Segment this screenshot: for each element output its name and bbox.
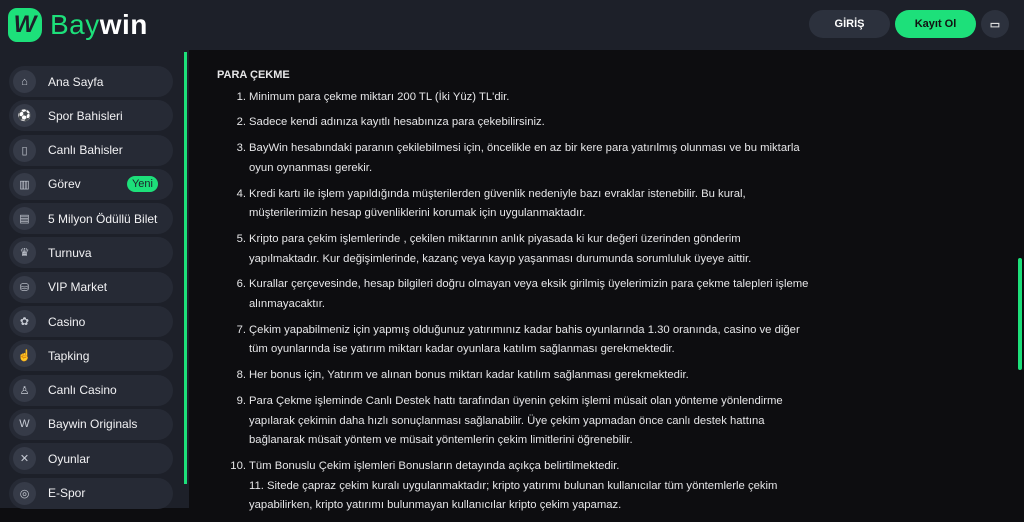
sidebar-item-vip-market[interactable] — [9, 272, 173, 303]
sidebar-item-canl-casino[interactable] — [9, 375, 173, 406]
nav-icon: ▥ — [13, 173, 36, 196]
rule-text: Sadece kendi adınıza kayıtlı hesabınıza para çekebilirsiniz. — [249, 116, 545, 129]
nav-icon: ▯ — [13, 139, 36, 162]
rule-number: 5. — [236, 233, 246, 246]
nav-icon: ✕ — [13, 447, 36, 470]
nav-icon: ♛ — [13, 241, 36, 264]
rule-item — [217, 185, 837, 224]
sidebar-scrollbar[interactable] — [184, 52, 187, 484]
nav-icon: ☝ — [13, 344, 36, 367]
sidebar — [0, 0, 189, 508]
sidebar-item-label: Görev — [48, 177, 81, 192]
rule-text: Para Çekme işleminde Canlı Destek hattı tarafından üyenin çekim işlemi müsait olan yönteme yönlendirme yapılarak çekimin daha hızlı sonuçlanması sağlanabilir. Üye çekim yapmadan önce canlı destek hattına bağlanarak müsait yöntem ve müsait yöntemlerin çekim limitlerini öğrenebilir. — [249, 395, 783, 447]
rule-text: Tüm Bonuslu Çekim işlemleri Bonusların detayında açıkça belirtilmektedir. 11. Sitede çapraz çekim kuralı uygulanmaktadır; kripto yatırımı bulunan kullanıcılar tüm yöntemlerle çekim yapabilirken, kripto yatırımı bulunmayan kullanıcılar kripto çekim yapamaz. — [249, 460, 778, 512]
sidebar-item-e-spor[interactable] — [9, 478, 173, 509]
rule-number: 1. — [236, 90, 246, 103]
sidebar-item-label: Canlı Casino — [48, 383, 117, 398]
chat-icon[interactable]: ▭ — [981, 10, 1009, 38]
sidebar-item-label: E-Spor — [48, 486, 86, 501]
nav-icon: ⌂ — [13, 70, 36, 93]
nav-icon: ▤ — [13, 207, 36, 230]
sidebar-item-ana-sayfa[interactable] — [9, 66, 173, 97]
rule-item — [217, 139, 837, 178]
sidebar-item-canl-bahisler[interactable] — [9, 135, 173, 166]
sidebar-item-label: Casino — [48, 314, 86, 329]
rule-item — [217, 113, 837, 133]
new-badge: Yeni — [127, 176, 158, 192]
sidebar-item-label: Canlı Bahisler — [48, 143, 123, 158]
rule-item — [217, 88, 837, 108]
rule-item — [217, 392, 837, 451]
sidebar-item-tapking[interactable] — [9, 340, 173, 371]
rule-number: 4. — [236, 187, 246, 200]
sidebar-item-baywin-originals[interactable] — [9, 409, 173, 440]
sidebar-item-label: Tapking — [48, 348, 90, 363]
sidebar-item-5-milyon-d-ll-bilet[interactable] — [9, 203, 173, 234]
logo-mark-icon: W — [8, 8, 42, 42]
rule-number: 9. — [236, 395, 246, 408]
rule-number: 3. — [236, 142, 246, 155]
sidebar-item-g-rev[interactable] — [9, 169, 173, 200]
logo-text: Baywin — [50, 9, 148, 40]
sidebar-item-label: Spor Bahisleri — [48, 108, 123, 123]
sidebar-item-label: Baywin Originals — [48, 417, 138, 432]
sidebar-item-label: VIP Market — [48, 280, 108, 295]
rule-item — [217, 321, 837, 360]
sidebar-nav — [9, 66, 173, 512]
rule-number: 7. — [236, 323, 246, 336]
sidebar-item-label: Turnuva — [48, 245, 92, 260]
rule-number: 10. — [230, 460, 246, 473]
nav-icon: ◎ — [13, 482, 36, 505]
rule-text: Her bonus için, Yatırım ve alınan bonus miktarı kadar katılım sağlanması gerekmektedir. — [249, 369, 689, 382]
rule-number: 2. — [236, 116, 246, 129]
rule-item — [217, 457, 837, 516]
rule-number: 8. — [236, 369, 246, 382]
nav-icon: ✿ — [13, 310, 36, 333]
login-button[interactable]: GİRİŞ — [809, 10, 890, 38]
rule-item — [217, 230, 837, 269]
rule-text: Minimum para çekme miktarı 200 TL (İki Yüz) TL'dir. — [249, 90, 510, 103]
nav-icon: ⛁ — [13, 276, 36, 299]
logo[interactable] — [8, 8, 148, 42]
rule-item — [217, 275, 837, 314]
sidebar-item-label: Ana Sayfa — [48, 74, 104, 89]
sidebar-item-label: 5 Milyon Ödüllü Bilet — [48, 211, 158, 226]
sidebar-item-casino[interactable] — [9, 306, 173, 337]
rule-text: BayWin hesabındaki paranın çekilebilmesi için, öncelikle en az bir kere para yatırılmış olunması ve bu miktarla oyun oynanması gerekir. — [249, 142, 800, 174]
rule-item — [217, 366, 837, 386]
sidebar-item-oyunlar[interactable] — [9, 443, 173, 474]
sidebar-item-spor-bahisleri[interactable] — [9, 100, 173, 131]
rule-number: 6. — [236, 278, 246, 291]
withdrawal-rules — [217, 66, 837, 522]
rule-text: Kredi kartı ile işlem yapıldığında müşterilerden güvenlik nedeniyle bazı evraklar istenebilir. Bu kural, müşterilerimizin hesap güvenliklerini korumak için uygulanmaktadır. — [249, 187, 746, 220]
rule-text: Kurallar çerçevesinde, hesap bilgileri doğru olmayan veya eksik girilmiş üyelerimizin para çekme talepleri işleme alınmayacaktır. — [249, 278, 809, 310]
rule-text: Çekim yapabilmeniz için yapmış olduğunuz yatırımınız kadar bahis oyunlarında 1.30 oranında, casino ve diğer tüm oyunlarında ise yatırım miktarı kadar oyunlara katılım sağlanması gerekmektedir. — [249, 323, 800, 356]
nav-icon: ⚽ — [13, 104, 36, 127]
rule-text: Kripto para çekim işlemlerinde , çekilen miktarının anlık piyasada ki kur değeri üzerinden gönderim yapılmaktadır. Kur değişimlerinde, kazanç veya kayıp yaşanması durumunda sorumluluk üyeye aittir. — [249, 233, 752, 265]
nav-icon: W — [13, 413, 36, 436]
page-scrollbar[interactable] — [1018, 258, 1022, 370]
register-button[interactable]: Kayıt Ol — [895, 10, 976, 38]
header — [189, 0, 1024, 50]
section-title: PARA ÇEKME — [217, 69, 290, 81]
nav-icon: ♙ — [13, 379, 36, 402]
sidebar-item-turnuva[interactable] — [9, 237, 173, 268]
sidebar-item-label: Oyunlar — [48, 451, 91, 466]
